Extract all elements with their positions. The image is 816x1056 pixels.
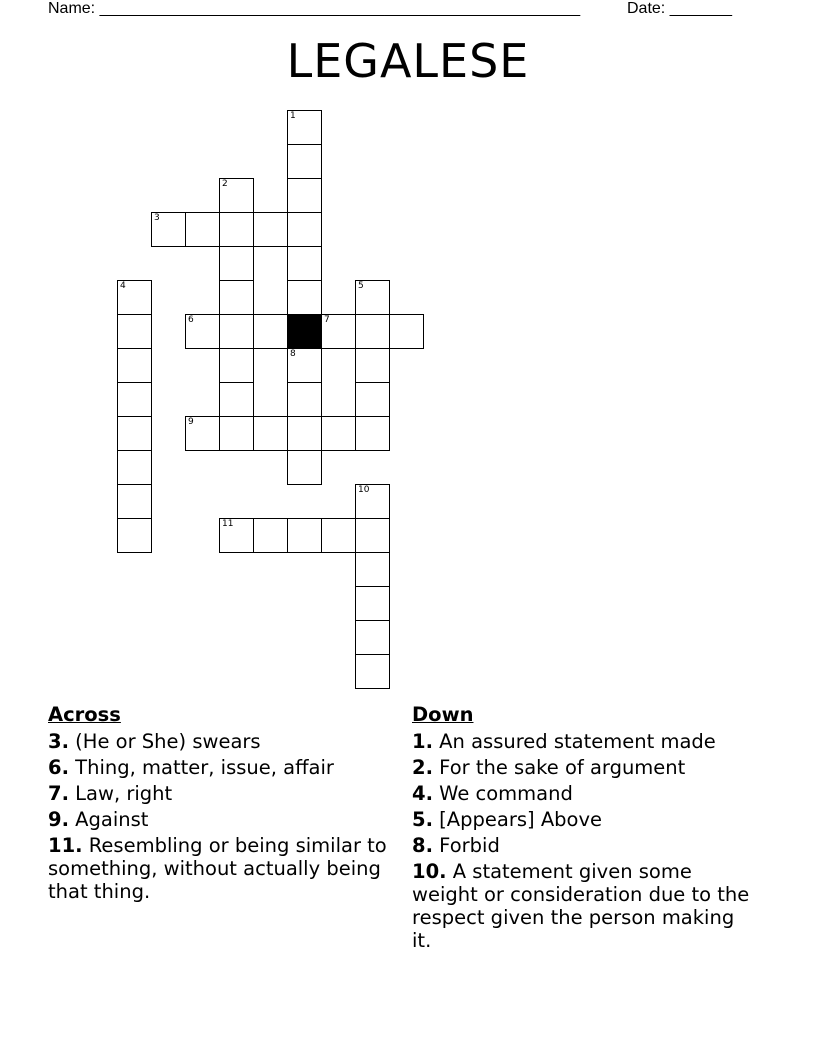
clue-text: Forbid [432,834,500,857]
crossword-cell[interactable] [355,382,390,417]
date-field-label: Date: _______ [627,0,732,17]
down-heading: Down [412,703,474,726]
clue-text: (He or She) swears [68,730,261,753]
crossword-cell[interactable] [253,518,288,553]
crossword-cell[interactable] [287,348,322,383]
down-clue [412,782,752,805]
crossword-cell[interactable] [151,212,186,247]
down-clue [412,860,752,952]
clue-number-label: 10. [412,860,447,883]
crossword-cell[interactable] [219,518,254,553]
clue-text: A statement given some weight or consideration due to the respect given the person making it. [412,860,750,952]
clue-number: 5 [358,281,364,291]
crossword-cell[interactable] [355,314,390,349]
down-clue [412,834,752,857]
crossword-cell[interactable] [321,518,356,553]
crossword-cell[interactable] [287,212,322,247]
crossword-cell[interactable] [287,518,322,553]
crossword-cell[interactable] [219,246,254,281]
crossword-cell[interactable] [185,314,220,349]
across-clue [48,834,388,903]
clue-number-label: 8. [412,834,433,857]
crossword-cell[interactable] [287,280,322,315]
clue-text: Resembling or being similar to something, without actually being that thing. [48,834,387,903]
crossword-cell[interactable] [287,144,322,179]
crossword-cell[interactable] [117,416,152,451]
clue-number: 6 [188,315,194,325]
across-clue [48,730,388,753]
crossword-cell[interactable] [185,416,220,451]
clue-number-label: 4. [412,782,433,805]
clue-number: 3 [154,213,160,223]
clue-number-label: 9. [48,808,69,831]
crossword-cell[interactable] [287,110,322,145]
clue-number: 2 [222,179,228,189]
clue-text: [Appears] Above [432,808,603,831]
crossword-cell[interactable] [287,246,322,281]
across-clue [48,756,388,779]
across-clues [48,703,388,906]
clue-number-label: 1. [412,730,433,753]
crossword-cell[interactable] [117,280,152,315]
down-clue [412,808,752,831]
clue-number: 10 [358,485,370,495]
crossword-cell[interactable] [253,416,288,451]
down-clue [412,730,752,753]
crossword-cell[interactable] [321,416,356,451]
crossword-cell[interactable] [355,620,390,655]
clue-number-label: 7. [48,782,69,805]
clue-text: Law, right [68,782,173,805]
clue-number: 1 [290,111,296,121]
crossword-cell[interactable] [355,348,390,383]
crossword-cell[interactable] [219,382,254,417]
clue-number-label: 11. [48,834,83,857]
clue-number: 7 [324,315,330,325]
across-heading: Across [48,703,121,726]
crossword-cell[interactable] [355,654,390,689]
clue-text: Thing, matter, issue, affair [68,756,334,779]
clue-text: An assured statement made [432,730,716,753]
crossword-cell[interactable] [355,484,390,519]
crossword-cell[interactable] [287,382,322,417]
crossword-cell[interactable] [355,586,390,621]
clue-text: We command [432,782,573,805]
crossword-cell[interactable] [117,450,152,485]
puzzle-title: LEGALESE [286,34,530,88]
crossword-cell[interactable] [355,280,390,315]
crossword-cell[interactable] [117,484,152,519]
clue-number: 8 [290,349,296,359]
clue-number-label: 2. [412,756,433,779]
clue-text: For the sake of argument [432,756,686,779]
crossword-cell[interactable] [117,348,152,383]
down-clue [412,756,752,779]
clue-text: Against [68,808,149,831]
crossword-cell[interactable] [321,314,356,349]
crossword-cell[interactable] [355,552,390,587]
crossword-cell[interactable] [219,314,254,349]
crossword-cell[interactable] [117,518,152,553]
crossword-cell[interactable] [117,314,152,349]
crossword-cell[interactable] [219,280,254,315]
clue-number-label: 3. [48,730,69,753]
crossword-cell[interactable] [219,416,254,451]
crossword-cell[interactable] [389,314,424,349]
crossword-cell[interactable] [355,416,390,451]
down-clues [412,703,752,955]
clue-number: 11 [222,519,234,529]
down-clue-list [412,730,752,952]
crossword-cell[interactable] [117,382,152,417]
crossword-cell[interactable] [219,178,254,213]
crossword-cell[interactable] [219,348,254,383]
clue-number: 9 [188,417,194,427]
crossword-cell[interactable] [219,212,254,247]
black-square [287,314,322,349]
crossword-cell[interactable] [287,450,322,485]
crossword-cell[interactable] [355,518,390,553]
name-field-label: Name: ______________________________________________________ [48,0,581,17]
clue-number-label: 5. [412,808,433,831]
clue-number: 4 [120,281,126,291]
crossword-cell[interactable] [185,212,220,247]
across-clue-list [48,730,388,903]
clue-number-label: 6. [48,756,69,779]
crossword-cell[interactable] [253,314,288,349]
crossword-cell[interactable] [253,212,288,247]
crossword-cell[interactable] [287,178,322,213]
crossword-cell[interactable] [287,416,322,451]
across-clue [48,808,388,831]
across-clue [48,782,388,805]
